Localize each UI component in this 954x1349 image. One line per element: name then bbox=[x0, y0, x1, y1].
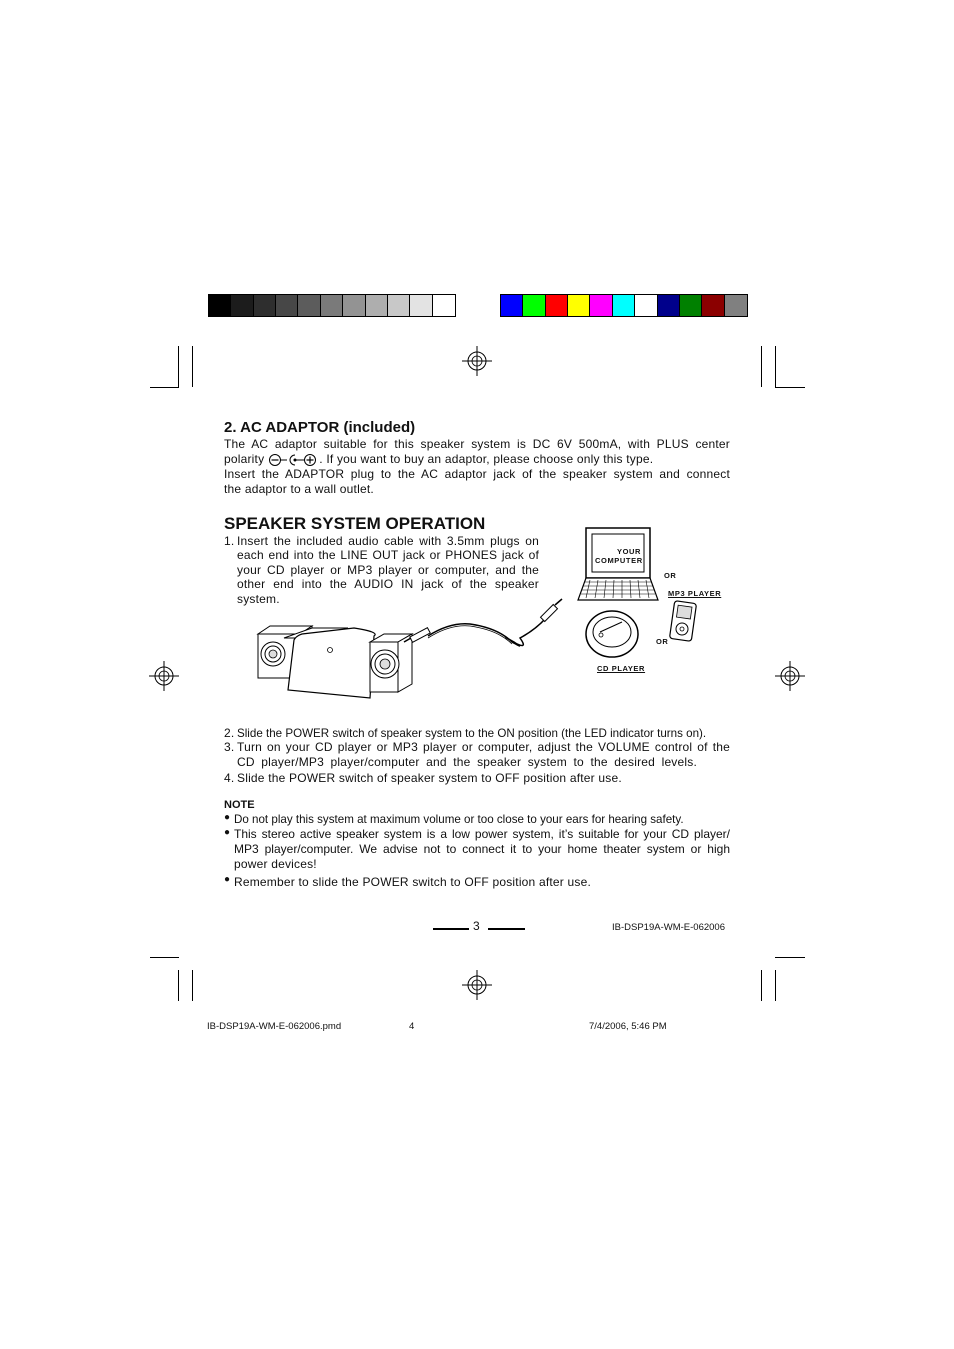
cd-player-icon bbox=[586, 611, 638, 657]
or-label-1: OR bbox=[664, 571, 677, 580]
grayscale-swatch-10 bbox=[410, 295, 432, 316]
step1-line4: other end into the AUDIO IN jack of the speaker bbox=[237, 577, 539, 591]
step1-line3: your CD player or MP3 player or computer, and the bbox=[237, 563, 539, 577]
grayscale-bar bbox=[208, 294, 456, 317]
grayscale-swatch-8 bbox=[366, 295, 388, 316]
print-date: 7/4/2006, 5:46 PM bbox=[589, 1021, 667, 1032]
computer-label-line2: COMPUTER bbox=[595, 556, 643, 565]
step4-number: 4. bbox=[224, 771, 235, 785]
grayscale-swatch-5 bbox=[298, 295, 320, 316]
color-bar bbox=[500, 294, 748, 317]
step3-number: 3. bbox=[224, 740, 235, 754]
note-bullet2-line3: power devices! bbox=[234, 857, 317, 871]
note-bullet3-icon: ● bbox=[224, 874, 231, 885]
note-bullet3-text: Remember to slide the POWER switch to OFF position after use. bbox=[234, 875, 591, 889]
step1-line1: Insert the included audio cable with 3.5mm plugs on bbox=[237, 534, 539, 548]
grayscale-swatch-4 bbox=[276, 295, 298, 316]
step1-number: 1. bbox=[224, 534, 235, 548]
grayscale-swatch-1 bbox=[209, 295, 231, 316]
polarity-label: polarity bbox=[224, 452, 265, 466]
color-swatch-8 bbox=[658, 295, 680, 316]
color-swatch-5 bbox=[590, 295, 612, 316]
color-swatch-2 bbox=[523, 295, 545, 316]
color-swatch-9 bbox=[680, 295, 702, 316]
ac-adaptor-text-line2 bbox=[224, 452, 730, 467]
grayscale-swatch-11 bbox=[433, 295, 455, 316]
note-heading: NOTE bbox=[224, 799, 255, 811]
grayscale-swatch-2 bbox=[231, 295, 253, 316]
or-label-2: OR bbox=[656, 637, 669, 646]
registration-mark-bottom bbox=[462, 970, 492, 1000]
color-swatch-4 bbox=[568, 295, 590, 316]
color-swatch-7 bbox=[635, 295, 657, 316]
mp3-player-label: MP3 PLAYER bbox=[668, 589, 722, 598]
document-code: IB-DSP19A-WM-E-062006 bbox=[612, 922, 725, 933]
step1-line5: system. bbox=[237, 592, 280, 606]
registration-mark-top bbox=[462, 346, 492, 376]
color-swatch-11 bbox=[725, 295, 747, 316]
grayscale-swatch-7 bbox=[343, 295, 365, 316]
step3-line1: Turn on your CD player or MP3 player or computer, adjust the VOLUME control of the bbox=[237, 740, 730, 754]
page-number-rule-left bbox=[433, 928, 469, 930]
registration-mark-left bbox=[149, 661, 179, 691]
ac-adaptor-text-line3: Insert the ADAPTOR plug to the AC adaptor jack of the speaker system and connect bbox=[224, 467, 730, 481]
mp3-player-icon bbox=[669, 601, 696, 642]
ac-adaptor-text-line4: the adaptor to a wall outlet. bbox=[224, 482, 374, 496]
grayscale-swatch-6 bbox=[321, 295, 343, 316]
page-number-rule-right bbox=[488, 928, 525, 930]
note-bullet1-icon: ● bbox=[224, 812, 231, 823]
note-bullet2-line1: This stereo active speaker system is a low power system, it’s suitable for your CD player/ bbox=[234, 827, 730, 841]
print-file-name: IB-DSP19A-WM-E-062006.pmd bbox=[207, 1021, 342, 1032]
step1-line2: each end into the LINE OUT jack or PHONES jack of bbox=[237, 548, 539, 562]
note-bullet1-text: Do not play this system at maximum volume or too close to your ears for hearing safety. bbox=[234, 813, 684, 826]
step2-number: 2. bbox=[224, 726, 235, 740]
color-swatch-10 bbox=[702, 295, 724, 316]
ac-adaptor-text-line1: The AC adaptor suitable for this speaker system is DC 6V 500mA, with PLUS center bbox=[224, 437, 730, 451]
print-page-number: 4 bbox=[409, 1021, 415, 1032]
note-bullet2-icon: ● bbox=[224, 827, 231, 838]
grayscale-swatch-3 bbox=[254, 295, 276, 316]
polarity-text: . If you want to buy an adaptor, please choose only this type. bbox=[319, 452, 654, 466]
cd-player-label: CD PLAYER bbox=[597, 664, 646, 673]
page-number: 3 bbox=[473, 919, 480, 933]
devices-illustration bbox=[576, 526, 726, 676]
step3-line2: CD player/MP3 player/computer and the speaker system to the desired levels. bbox=[237, 755, 697, 769]
color-swatch-3 bbox=[546, 295, 568, 316]
step2-text: Slide the POWER switch of speaker system to the ON position (the LED indicator turns on). bbox=[237, 727, 707, 740]
operation-heading: SPEAKER SYSTEM OPERATION bbox=[224, 514, 486, 533]
polarity-symbol-icon bbox=[268, 453, 318, 467]
note-bullet2-line2: MP3 player/computer. We advise not to connect it to your home theater system or high bbox=[234, 842, 730, 856]
computer-label-line1: YOUR bbox=[617, 547, 642, 556]
ac-adaptor-heading: 2. AC ADAPTOR (included) bbox=[224, 419, 416, 436]
color-swatch-1 bbox=[501, 295, 523, 316]
color-swatch-6 bbox=[613, 295, 635, 316]
grayscale-swatch-9 bbox=[388, 295, 410, 316]
registration-mark-right bbox=[775, 661, 805, 691]
step4-text: Slide the POWER switch of speaker system to OFF position after use. bbox=[237, 771, 622, 785]
speaker-system-illustration bbox=[250, 598, 570, 708]
